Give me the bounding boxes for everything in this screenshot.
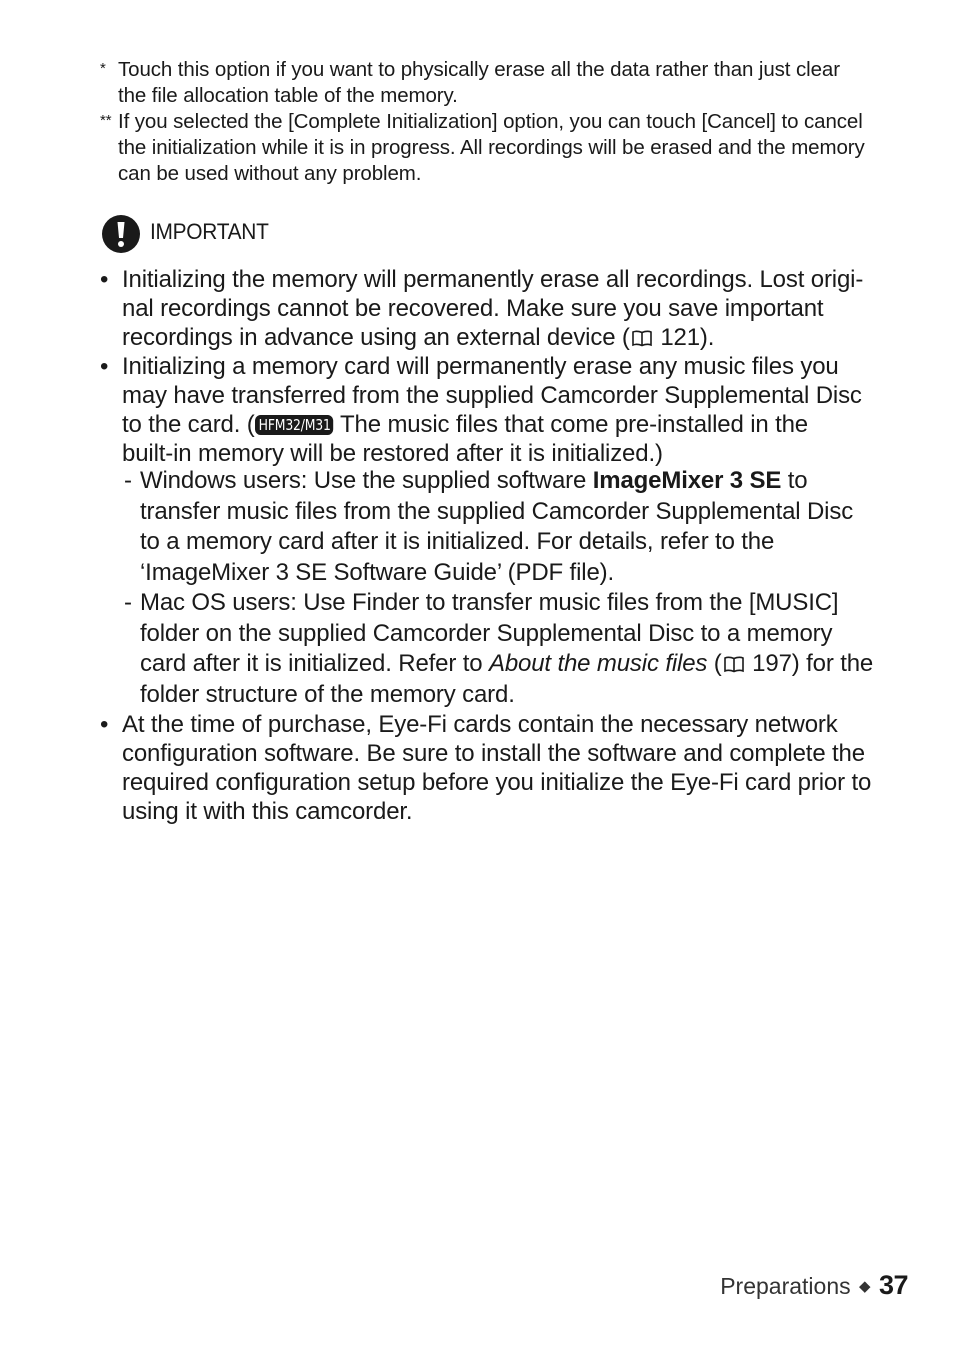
important-header xyxy=(101,214,401,254)
book-icon xyxy=(723,656,745,673)
page-footer xyxy=(720,1270,908,1302)
footnote-line: If you selected the [Complete Initialization] option, you can touch [Cancel] to cancel xyxy=(118,110,863,133)
bullet-line: recordings in advance using an external device ( 121). xyxy=(122,324,715,351)
footnote-line: the initialization while it is in progress. All recordings will be erased and the memory xyxy=(118,136,865,159)
sub-line: folder structure of the memory card. xyxy=(140,680,515,708)
sub-line: to a memory card after it is initialized. For details, refer to the xyxy=(140,528,775,555)
footnote-line: can be used without any problem. xyxy=(118,162,422,185)
sub-item-windows xyxy=(124,466,924,588)
bullet-line: to the card. ( HFM32/M31 The music files that come pre-installed in the xyxy=(122,411,809,438)
important-label: IMPORTANT xyxy=(150,219,269,244)
footnote-mark: * xyxy=(100,60,106,77)
bullet-item-1 xyxy=(100,265,920,352)
book-icon xyxy=(631,330,653,347)
bullet-line: At the time of purchase, Eye-Fi cards contain the necessary network xyxy=(122,711,838,738)
sub-line: transfer music files from the supplied Camcorder Supplemental Disc xyxy=(140,497,854,525)
bullet-line: Initializing a memory card will permanently erase any music files you xyxy=(122,353,839,380)
dash-marker: - xyxy=(124,467,132,494)
sub-line: Mac OS users: Use Finder to transfer music files from the [MUSIC] xyxy=(140,589,839,616)
bullet-line: nal recordings cannot be recovered. Make sure you save important xyxy=(122,295,824,322)
separator-icon: ◆ xyxy=(859,1278,871,1295)
section-name: Preparations xyxy=(720,1273,851,1299)
bullet-line: built-in memory will be restored after it is initialized.) xyxy=(122,440,663,467)
sub-line: Windows users: Use the supplied software ImageMixer 3 SE to xyxy=(140,467,808,494)
bullet-line: may have transferred from the supplied Camcorder Supplemental Disc xyxy=(122,382,862,409)
exclamation-icon xyxy=(101,214,141,259)
footnote-line: Touch this option if you want to physically erase all the data rather than just clear xyxy=(118,58,840,81)
bullet-dot: • xyxy=(100,353,109,380)
footnote-2 xyxy=(100,109,920,187)
bullet-line: required configuration setup before you initialize the Eye-Fi card prior to xyxy=(122,769,872,796)
dash-marker: - xyxy=(124,589,132,616)
sub-line: folder on the supplied Camcorder Supplemental Disc to a memory xyxy=(140,619,833,647)
page-number: 37 xyxy=(878,1270,908,1300)
sub-line: ‘ImageMixer 3 SE Software Guide’ (PDF file). xyxy=(140,558,614,586)
footnote-line: the file allocation table of the memory. xyxy=(118,84,458,107)
bullet-item-2 xyxy=(100,352,920,468)
footnote-1 xyxy=(100,57,920,109)
bullet-line: using it with this camcorder. xyxy=(122,798,413,825)
model-badge: HFM32/M31 xyxy=(255,415,333,435)
sub-line: card after it is initialized. Refer to About the music files ( 197) for the xyxy=(140,650,874,677)
bullet-line: configuration software. Be sure to install the software and complete the xyxy=(122,740,865,767)
sub-item-mac xyxy=(124,588,924,710)
footnote-mark: ** xyxy=(100,112,112,129)
bullet-item-3 xyxy=(100,710,920,826)
bullet-line: Initializing the memory will permanently erase all recordings. Lost origi- xyxy=(122,266,864,293)
bullet-dot: • xyxy=(100,711,109,738)
bullet-dot: • xyxy=(100,266,109,293)
